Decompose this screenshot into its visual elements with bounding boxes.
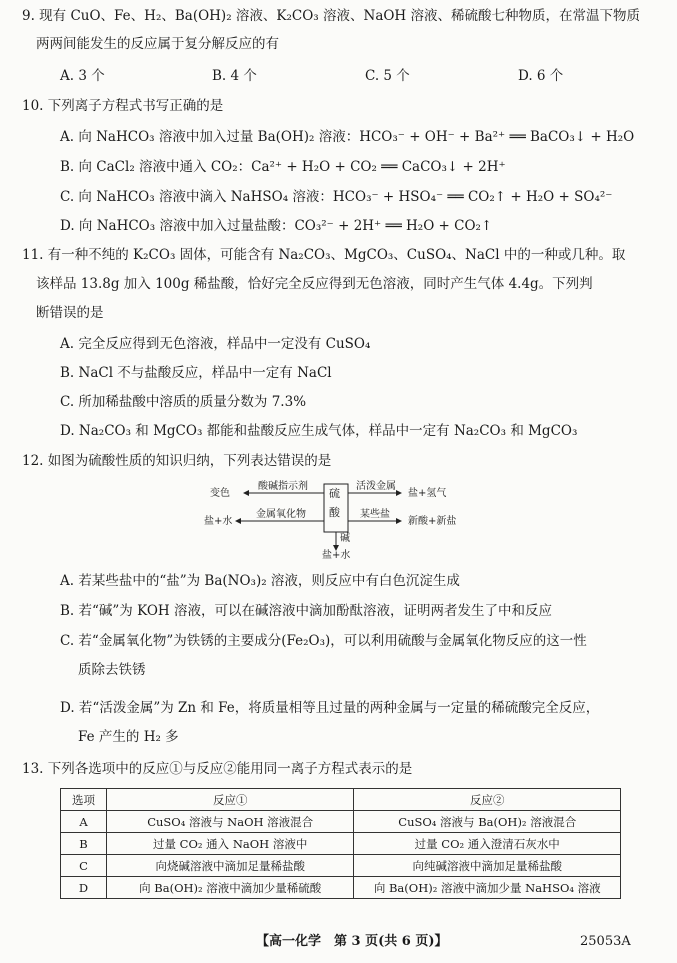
q13-stem: 13. 下列各选项中的反应①与反应②能用同一离子方程式表示的是 (22, 761, 413, 777)
q11-line1: 11. 有一种不纯的 K₂CO₃ 固体，可能含有 Na₂CO₃、MgCO₃、CuSO₄、NaCl 中的一种或几种。取 (22, 247, 626, 263)
q11-option-b: B. NaCl 不与盐酸反应，样品中一定有 NaCl (60, 365, 332, 381)
row-c-option: C (61, 855, 107, 877)
q10-option-d: D. 向 NaHCO₃ 溶液中加入过量盐酸：CO₃²⁻ + 2H⁺ ══ H₂O + CO₂↑ (60, 218, 493, 234)
q12-option-d-cont: Fe 产生的 H₂ 多 (78, 729, 179, 745)
q9-line2: 两两间能发生的反应属于复分解反应的有 (36, 36, 279, 52)
q12-option-c: C. 若“金属氧化物”为铁锈的主要成分(Fe₂O₃)，可以利用硫酸与金属氧化物反应的这一性 (60, 633, 587, 649)
label-active-metal: 活泼金属 (356, 481, 396, 492)
q10-option-c: C. 向 NaHCO₃ 溶液中滴入 NaHSO₄ 溶液：HCO₃⁻ + HSO₄⁻ ══ CO₂↑ + H₂O + SO₄²⁻ (60, 189, 613, 205)
label-indicator: 酸碱指示剂 (258, 481, 308, 492)
q9-option-d: D. 6 个 (518, 68, 564, 84)
label-salt-water-left: 盐+水 (204, 516, 233, 527)
table-row (61, 811, 621, 833)
q9-option-c: C. 5 个 (365, 68, 410, 84)
label-base: 碱 (340, 533, 350, 544)
q11-line2: 该样品 13.8g 加入 100g 稀盐酸，恰好完全反应得到无色溶液，同时产生气体 4.4g。下列判 (36, 276, 593, 292)
page-footer: 【高一化学 第 3 页(共 6 页)】 (256, 934, 448, 949)
q11-line3: 断错误的是 (36, 305, 104, 321)
row-c-reaction-2: 向纯碱溶液中滴加足量稀盐酸 (354, 855, 621, 877)
q9-option-a: A. 3 个 (60, 68, 105, 84)
row-a-option: A (61, 811, 107, 833)
row-d-reaction-1: 向 Ba(OH)₂ 溶液中滴加少量稀硫酸 (106, 877, 354, 899)
row-d-option: D (61, 877, 107, 899)
label-salt-hydrogen: 盐+氢气 (408, 488, 447, 499)
q11-option-a: A. 完全反应得到无色溶液，样品中一定没有 CuSO₄ (60, 336, 371, 352)
q13-table (60, 788, 621, 899)
label-salt-water-bottom: 盐+水 (322, 550, 351, 561)
q10-stem: 10. 下列离子方程式书写正确的是 (22, 98, 224, 114)
q11-option-c: C. 所加稀盐酸中溶质的质量分数为 7.3% (60, 394, 307, 410)
label-metal-oxide: 金属氧化物 (256, 509, 306, 520)
header-reaction-2: 反应② (354, 789, 621, 811)
row-a-reaction-2: CuSO₄ 溶液与 Ba(OH)₂ 溶液混合 (354, 811, 621, 833)
exam-code: 25053A (580, 934, 631, 949)
q9-line1: 9. 现有 CuO、Fe、H₂、Ba(OH)₂ 溶液、K₂CO₃ 溶液、NaOH 溶液、稀硫酸七种物质，在常温下物质 (22, 8, 640, 24)
row-b-reaction-2: 过量 CO₂ 通入澄清石灰水中 (354, 833, 621, 855)
q12-option-a: A. 若某些盐中的“盐”为 Ba(NO₃)₂ 溶液，则反应中有白色沉淀生成 (60, 573, 460, 589)
table-header-row (61, 789, 621, 811)
q12-option-c-cont: 质除去铁锈 (78, 662, 146, 678)
label-new-acid-salt: 新酸+新盐 (408, 516, 457, 527)
center-char-1: 硫 (329, 487, 340, 500)
table-row (61, 877, 621, 899)
header-option: 选项 (61, 789, 107, 811)
q12-option-b: B. 若“碱”为 KOH 溶液，可以在碱溶液中滴加酚酞溶液，证明两者发生了中和反应 (60, 603, 552, 619)
q10-option-a: A. 向 NaHCO₃ 溶液中加入过量 Ba(OH)₂ 溶液：HCO₃⁻ + OH⁻ + Ba²⁺ ══ BaCO₃↓ + H₂O (60, 129, 635, 145)
header-reaction-1: 反应① (106, 789, 354, 811)
q12-option-d: D. 若“活泼金属”为 Zn 和 Fe，将质量相等且过量的两种金属与一定量的稀硫酸完全反应， (60, 700, 600, 716)
row-b-option: B (61, 833, 107, 855)
row-c-reaction-1: 向烧碱溶液中滴加足量稀盐酸 (106, 855, 354, 877)
q12-stem: 12. 如图为硫酸性质的知识归纳，下列表达错误的是 (22, 453, 332, 469)
row-d-reaction-2: 向 Ba(OH)₂ 溶液中滴加少量 NaHSO₄ 溶液 (354, 877, 621, 899)
q11-option-d: D. Na₂CO₃ 和 MgCO₃ 都能和盐酸反应生成气体，样品中一定有 Na₂CO₃ 和 MgCO₃ (60, 423, 578, 439)
label-certain-salt: 某些盐 (360, 509, 390, 520)
table-row (61, 855, 621, 877)
q10-option-b: B. 向 CaCl₂ 溶液中通入 CO₂：Ca²⁺ + H₂O + CO₂ ══ CaCO₃↓ + 2H⁺ (60, 159, 506, 175)
q9-option-b: B. 4 个 (212, 68, 257, 84)
row-a-reaction-1: CuSO₄ 溶液与 NaOH 溶液混合 (106, 811, 354, 833)
sulfuric-acid-diagram (196, 480, 476, 562)
row-b-reaction-1: 过量 CO₂ 通入 NaOH 溶液中 (106, 833, 354, 855)
label-color-change: 变色 (210, 488, 230, 499)
table-row (61, 833, 621, 855)
center-char-2: 酸 (329, 506, 340, 519)
